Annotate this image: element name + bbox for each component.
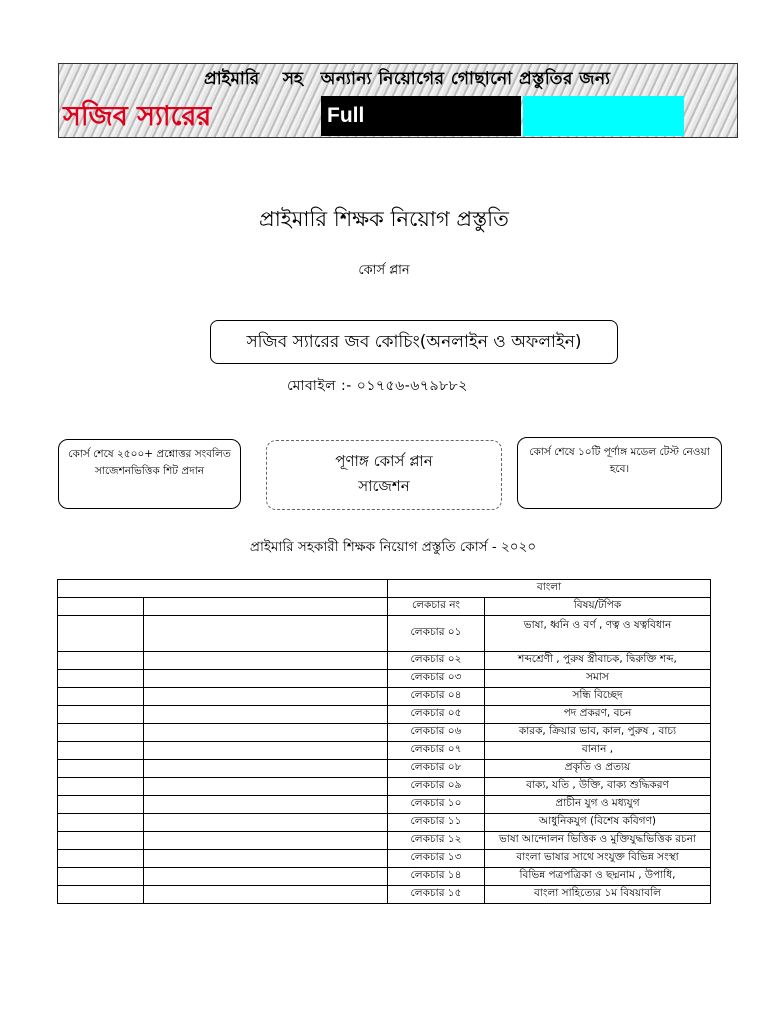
table-subject-row bbox=[58, 580, 711, 598]
topic-cell: কারক, ক্রিয়ার ভাব, কাল, পুরুষ , বাচ্য bbox=[485, 724, 711, 742]
topic-cell: বানান , bbox=[485, 742, 711, 760]
table-row bbox=[58, 814, 711, 832]
topic-cell: বাংলা সাহিত্যের ১ম বিষয়াবলি bbox=[485, 886, 711, 904]
course-subtitle: প্রাইমারি সহকারী শিক্ষক নিয়োগ প্রস্তুতি কোর্স - ২০২০ bbox=[249, 539, 537, 555]
table-row bbox=[58, 742, 711, 760]
table-row bbox=[58, 688, 711, 706]
table-row bbox=[58, 868, 711, 886]
lecture-number-cell: লেকচার ০১ bbox=[388, 616, 485, 652]
table-row bbox=[58, 724, 711, 742]
banner-black-box bbox=[321, 96, 521, 136]
table-row bbox=[58, 886, 711, 904]
course-plan-label: কোর্স প্লান bbox=[358, 263, 410, 278]
header-banner bbox=[58, 63, 738, 138]
lecture-number-cell: লেকচার ০৮ bbox=[388, 760, 485, 778]
lecture-number-cell: লেকচার ১৪ bbox=[388, 868, 485, 886]
lecture-number-cell: লেকচার ০৩ bbox=[388, 670, 485, 688]
banner-tagline-with: সহ bbox=[282, 69, 303, 89]
topic-cell: শব্দশ্রেণী , পুরুষ স্ত্রীবাচক, দ্বিরুক্তি শব্দ, bbox=[485, 652, 711, 670]
course-plan-box-line2: সাজেশন bbox=[358, 477, 410, 495]
table-row bbox=[58, 616, 711, 652]
banner-tagline-rest: অন্যান্য নিয়োগের গোছানো প্রস্তুতির জন্য bbox=[320, 69, 611, 89]
banner-teacher-name: সজিব স্যারের bbox=[63, 101, 212, 132]
topic-cell: আধুনিকযুগ (বিশেষ কবিগণ) bbox=[485, 814, 711, 832]
table-row bbox=[58, 832, 711, 850]
topic-cell: বিভিন্ন পত্রপত্রিকা ও ছদ্মনাম , উপাধি, bbox=[485, 868, 711, 886]
topic-cell: সমাস bbox=[485, 670, 711, 688]
table-row bbox=[58, 706, 711, 724]
banner-cyan-box bbox=[523, 96, 684, 136]
syllabus-table bbox=[57, 579, 711, 904]
topic-cell: প্রাচীন যুগ ও মধ্যযুগ bbox=[485, 796, 711, 814]
topic-cell: ভাষা, ধ্বনি ও বর্ণ , ণত্ব ও ষত্ববিধান bbox=[485, 616, 711, 652]
lecture-number-cell: লেকচার ০৯ bbox=[388, 778, 485, 796]
course-plan-box-line1: পূণাঙ্গ কোর্স প্লান bbox=[335, 452, 433, 470]
topic-cell: বাংলা ভাষার সাথে সংযুক্ত বিভিন্ন সংস্থা bbox=[485, 850, 711, 868]
lecture-column-header: লেকচার নং bbox=[388, 598, 485, 616]
table-row bbox=[58, 778, 711, 796]
lecture-number-cell: লেকচার ১০ bbox=[388, 796, 485, 814]
banner-tagline-primary: প্রাইমারি bbox=[204, 69, 260, 89]
lecture-number-cell: লেকচার ০৪ bbox=[388, 688, 485, 706]
subject-header: বাংলা bbox=[388, 580, 711, 598]
table-row bbox=[58, 652, 711, 670]
mobile-number: মোবাইল :- ০১৭৫৬-৬৭৯৮৮২ bbox=[287, 378, 468, 394]
lecture-number-cell: লেকচার ০৭ bbox=[388, 742, 485, 760]
lecture-number-cell: লেকচার ০৬ bbox=[388, 724, 485, 742]
topic-cell: সন্ধি বিচ্ছেদ bbox=[485, 688, 711, 706]
lecture-number-cell: লেকচার ০৫ bbox=[388, 706, 485, 724]
table-row bbox=[58, 850, 711, 868]
model-test-box: কোর্স শেষে ১০টি পূর্ণাঙ্গ মডেল টেস্ট নেওয়া হবে। bbox=[517, 437, 722, 509]
topic-cell: বাক্য, যতি , উক্তি, বাক্য শুদ্ধিকরণ bbox=[485, 778, 711, 796]
table-row bbox=[58, 670, 711, 688]
lecture-number-cell: লেকচার ১৩ bbox=[388, 850, 485, 868]
lecture-number-cell: লেকচার ১৫ bbox=[388, 886, 485, 904]
topic-cell: প্রকৃতি ও প্রত্যয় bbox=[485, 760, 711, 778]
lecture-number-cell: লেকচার ১২ bbox=[388, 832, 485, 850]
page-title: প্রাইমারি শিক্ষক নিয়োগ প্রস্তুতি bbox=[259, 207, 509, 231]
table-header-row bbox=[58, 598, 711, 616]
topic-column-header: বিষয়/টপিক bbox=[485, 598, 711, 616]
course-plan-box bbox=[266, 440, 502, 510]
sheet-info-box: কোর্স শেষে ২৫০০+ প্রশ্নোত্তর সংবলিত সাজেশনভিত্তিক শিট প্রদান bbox=[58, 439, 241, 509]
table-row bbox=[58, 796, 711, 814]
table-row bbox=[58, 760, 711, 778]
lecture-number-cell: লেকচার ১১ bbox=[388, 814, 485, 832]
topic-cell: পদ প্রকরণ, বচন bbox=[485, 706, 711, 724]
topic-cell: ভাষা আন্দোলন ভিত্তিক ও মুক্তিযুদ্ধভিত্তিক রচনা bbox=[485, 832, 711, 850]
coaching-name-box: সজিব স্যারের জব কোচিং(অনলাইন ও অফলাইন) bbox=[210, 320, 618, 364]
banner-tagline bbox=[204, 66, 611, 94]
lecture-number-cell: লেকচার ০২ bbox=[388, 652, 485, 670]
banner-full-text: Full bbox=[327, 104, 365, 127]
